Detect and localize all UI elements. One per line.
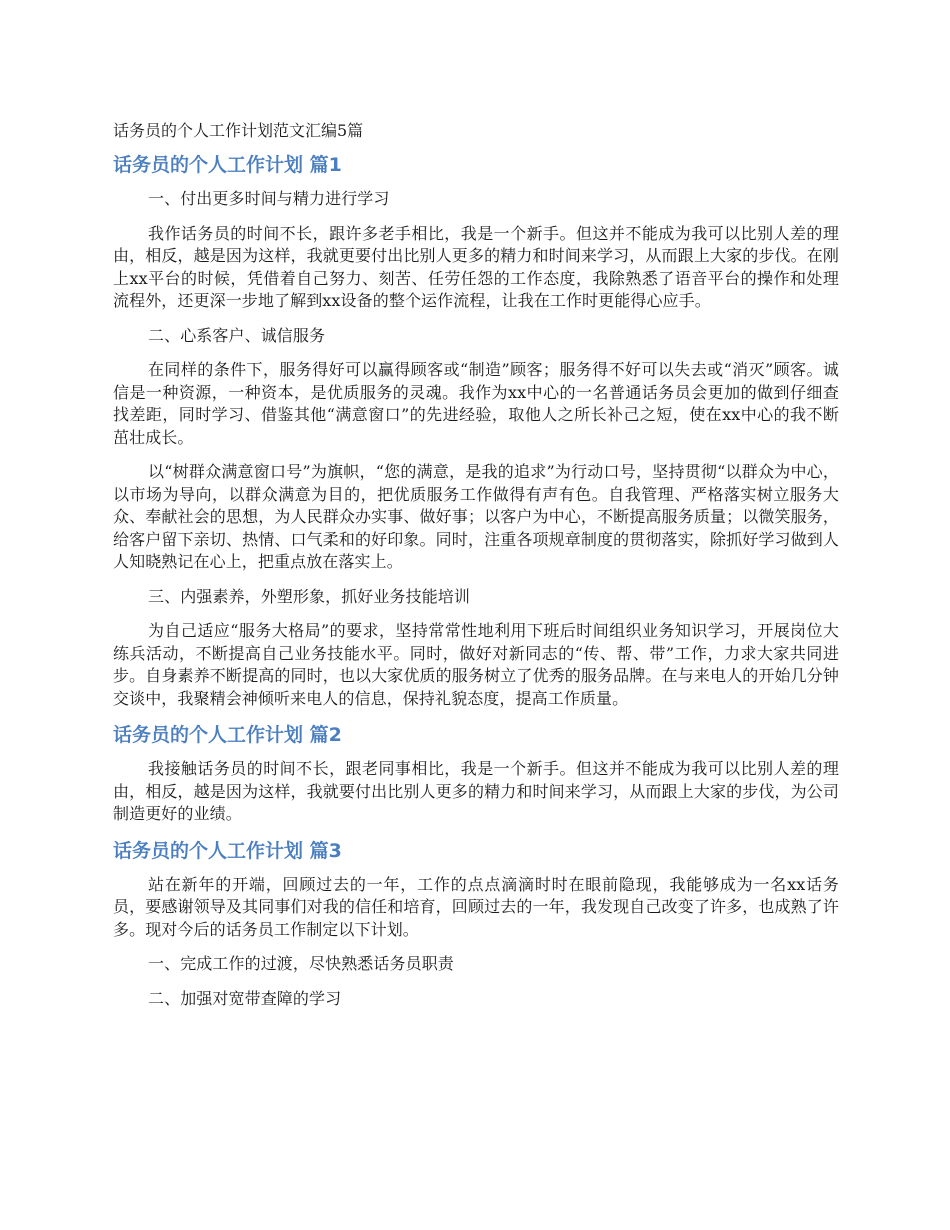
paragraph: 二、心系客户、诚信服务 xyxy=(148,325,326,345)
paragraph: 我作话务员的时间不长，跟许多老手相比，我是一个新手。但这并不能成为我可以比别人差的理由，相反，越是因为这样，我就更要付出比别人更多的精力和时间来学习，从而跟上大家的步伐。在刚上xx平台的时候，凭借着自己努力、刻苦、任劳任怨的工作态度，我除熟悉了语音平台的操作和处理流程外，还更深一步地了解到xx设备的整个运作流程，让我在工作时更能得心应手。 xyxy=(113,223,839,310)
paragraph: 三、内强素养，外塑形象，抓好业务技能培训 xyxy=(148,586,471,606)
paragraph: 在同样的条件下，服务得好可以赢得顾客或“制造”顾客；服务得不好可以失去或“消灭”顾客。诚信是一种资源，一种资本，是优质服务的灵魂。我作为xx中心的一名普通话务员会更加的做到仔细查找差距，同时学习、借鉴其他“满意窗口”的先进经验，取他人之所长补己之短，使在xx中心的我不断茁壮成长。 xyxy=(113,360,839,447)
paragraph: 我接触话务员的时间不长，跟老同事相比，我是一个新手。但这并不能成为我可以比别人差的理由，相反，越是因为这样，我就要付出比别人更多的精力和时间来学习，从而跟上大家的步伐，为公司制造更好的业绩。 xyxy=(113,759,839,823)
document-title: 话务员的个人工作计划范文汇编5篇 xyxy=(113,121,364,140)
document-page xyxy=(113,120,839,1022)
paragraph: 为自己适应“服务大格局”的要求，坚持常常性地利用下班后时间组织业务知识学习，开展岗位大练兵活动，不断提高自己业务技能水平。同时，做好对新同志的“传、帮、带”工作，力求大家共同进步。自身素养不断提高的同时，也以大家优质的服务树立了优秀的服务品牌。在与来电人的开始几分钟交谈中，我聚精会神倾听来电人的信息，保持礼貌态度，提高工作质量。 xyxy=(113,621,839,708)
paragraph: 一、付出更多时间与精力进行学习 xyxy=(148,189,390,208)
section-3 xyxy=(113,838,839,1011)
section-1 xyxy=(113,152,839,710)
paragraph: 以“树群众满意窗口号”为旗帜，“您的满意，是我的追求”为行动口号，坚持贯彻“以群众为中心，以市场为导向，以群众满意为目的，把优质服务工作做得有声有色。自我管理、严格落实树立服务大众、奉献社会的思想，为人民群众办实事、做好事；以客户为中心，不断提高服务质量；以微笑服务，给客户留下亲切、热情、口气柔和的好印象。同时，注重各项规章制度的贯彻落实，除抓好学习做到人人知晓熟记在心上，把重点放在落实上。 xyxy=(113,462,839,571)
section-2 xyxy=(113,722,839,826)
section-heading: 话务员的个人工作计划 篇1 xyxy=(113,154,342,176)
paragraph: 一、完成工作的过渡，尽快熟悉话务员职责 xyxy=(148,954,454,973)
paragraph: 二、加强对宽带查障的学习 xyxy=(148,988,342,1008)
section-heading: 话务员的个人工作计划 篇2 xyxy=(113,724,342,746)
paragraph: 站在新年的开端，回顾过去的一年，工作的点点滴滴时时在眼前隐现，我能够成为一名xx话务员，要感谢领导及其同事们对我的信任和培育，回顾过去的一年，我发现自己改变了许多，也成熟了许多。现对今后的话务员工作制定以下计划。 xyxy=(113,874,839,939)
section-heading: 话务员的个人工作计划 篇3 xyxy=(113,839,342,862)
